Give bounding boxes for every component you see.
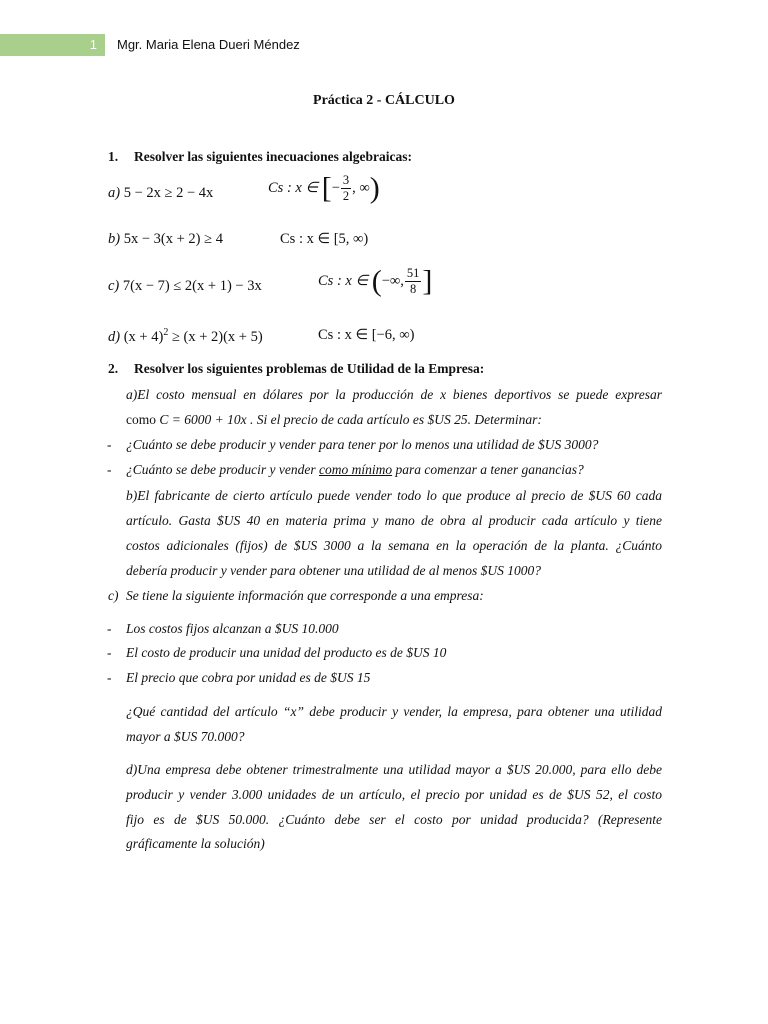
- problem-a-text-2: . Si el precio de cada artículo es $US 25. Determinar:: [246, 412, 542, 427]
- inequation-b: [108, 231, 223, 248]
- problem-a-bullet-2-post: para comenzar a tener ganancias?: [392, 462, 584, 477]
- problem-b-line-4: debería producir y vender para obtener una utilidad de al menos $US 1000?: [126, 563, 541, 578]
- solution-a: [268, 173, 380, 204]
- problem-c-bullet-2: [107, 645, 447, 661]
- inequation-d-label: d): [108, 328, 121, 345]
- solution-c-close-bracket: ]: [422, 264, 433, 298]
- problem-d-line-2: producir y vender 3.000 unidades de un artículo, el precio por unidad es de $US 52, el costo: [126, 787, 662, 802]
- solution-a-open-bracket: [: [321, 171, 332, 205]
- inequation-a: [108, 185, 213, 202]
- header-author: Mgr. Maria Elena Dueri Méndez: [117, 37, 300, 52]
- solution-b: Cs : x ∈ [5, ∞): [280, 231, 369, 247]
- problem-c-text-1: Se tiene la siguiente información que corresponde a una empresa:: [126, 588, 484, 603]
- bullet-dash: -: [107, 462, 112, 477]
- problem-c-bullet-3-text: El precio que cobra por unidad es de $US 15: [126, 670, 371, 685]
- page-header: [0, 34, 768, 56]
- problem-d-line-1: [126, 762, 662, 778]
- inequation-d-base: (x + 4): [123, 328, 164, 345]
- solution-c-fraction-num: 51: [406, 266, 420, 280]
- problem-c-question-2: mayor a $US 70.000?: [126, 729, 245, 744]
- solution-c: [318, 266, 432, 297]
- solution-a-prefix: Cs : x ∈: [268, 179, 319, 196]
- problem-b-line-3: costos adicionales (fijos) de $US 3000 a la semana en la operación de la planta. ¿Cuánto: [126, 538, 662, 553]
- solution-a-fraction-num: 3: [342, 173, 350, 187]
- problem-d-line-3: fijo es de $US 50.000. ¿Cuánto debe ser el costo por unidad producida? (Represente: [126, 812, 662, 827]
- inequation-d-rest: ≥ (x + 2)(x + 5): [168, 328, 263, 345]
- bullet-dash: -: [107, 437, 112, 452]
- section-2-heading: [108, 361, 484, 377]
- problem-c-bullet-3: [107, 670, 371, 686]
- solution-a-fraction: [341, 173, 351, 204]
- problem-a-label: a): [126, 387, 138, 402]
- problem-a-text-1: El costo mensual en dólares por la producción de x bienes deportivos se puede expresar: [137, 387, 662, 402]
- problem-d-text-1: Una empresa debe obtener trimestralmente una utilidad mayor a $US 20.000, para ello debe: [137, 762, 662, 777]
- inequation-c-label: c): [108, 278, 120, 294]
- problem-a-bullet-1: [107, 437, 599, 453]
- problem-a-bullet-1-text: ¿Cuánto se debe producir y vender para tener por lo menos una utilidad de $US 3000?: [126, 437, 599, 452]
- solution-a-close-bracket: ): [369, 171, 380, 205]
- solution-c-fraction-den: 8: [409, 282, 417, 296]
- problem-a-bullet-2-pre: ¿Cuánto se debe producir y vender: [126, 462, 319, 477]
- solution-c-prefix: Cs : x ∈: [318, 272, 369, 289]
- inequation-a-label: a): [108, 185, 121, 201]
- problem-a-como: como: [126, 412, 160, 427]
- bullet-dash: -: [107, 645, 112, 660]
- problem-c-bullet-2-text: El costo de producir una unidad del producto es de $US 10: [126, 645, 447, 660]
- solution-c-open-bracket: (: [371, 264, 382, 298]
- problem-a-line-1: [126, 387, 662, 403]
- section-1-number: 1.: [108, 149, 119, 164]
- section-1-heading: [108, 149, 412, 165]
- problem-a-bullet-2: [107, 462, 584, 478]
- problem-c-question-1: ¿Qué cantidad del artículo “x” debe producir y vender, la empresa, para obtener una utilidad: [126, 704, 662, 719]
- problem-b-line-1: [126, 488, 662, 504]
- problem-d-line-4: gráficamente la solución): [126, 836, 265, 851]
- inequation-a-expression: 5 − 2x ≥ 2 − 4x: [123, 185, 214, 201]
- problem-c-line-1: [108, 588, 484, 604]
- page-number-bar: [0, 34, 105, 56]
- problem-d-label: d): [126, 762, 138, 777]
- section-2-number: 2.: [108, 361, 119, 376]
- page-title: Práctica 2 - CÁLCULO: [313, 93, 455, 108]
- inequation-c: [108, 278, 262, 295]
- problem-b-label: b): [126, 488, 138, 503]
- solution-a-fraction-den: 2: [342, 189, 350, 203]
- section-2-title: Resolver los siguientes problemas de Utilidad de la Empresa:: [134, 361, 485, 376]
- solution-c-fraction: [405, 266, 422, 297]
- problem-a-line-2: [126, 412, 542, 428]
- page-number: 1: [89, 37, 97, 52]
- problem-a-bullet-2-underlined: como mínimo: [318, 462, 393, 477]
- problem-a-formula: C = 6000 + 10x: [159, 412, 247, 427]
- inequation-b-label: b): [108, 231, 121, 247]
- problem-c-bullet-1-text: Los costos fijos alcanzan a $US 10.000: [126, 621, 339, 636]
- problem-c-bullet-1: [107, 621, 339, 637]
- solution-a-rest: , ∞: [352, 180, 370, 196]
- problem-c-label: c): [108, 588, 119, 603]
- inequation-d-exponent: 2: [163, 327, 169, 338]
- problem-b-text-1: El fabricante de cierto artículo puede vender todo lo que produce al precio de $US 60 cada: [137, 488, 662, 503]
- solution-d: Cs : x ∈ [−6, ∞): [318, 327, 415, 343]
- inequation-d: [108, 327, 263, 346]
- solution-c-rest: −∞,: [381, 273, 404, 289]
- solution-a-sign: −: [331, 180, 340, 196]
- inequation-b-expression: 5x − 3(x + 2) ≥ 4: [123, 231, 223, 247]
- section-1-title: Resolver las siguientes inecuaciones algebraicas:: [134, 149, 412, 164]
- bullet-dash: -: [107, 670, 112, 685]
- inequation-c-expression: 7(x − 7) ≤ 2(x + 1) − 3x: [122, 278, 262, 294]
- bullet-dash: -: [107, 621, 112, 636]
- problem-b-line-2: artículo. Gasta $US 40 en materia prima y mano de obra al producir cada artículo y tiene: [126, 513, 662, 528]
